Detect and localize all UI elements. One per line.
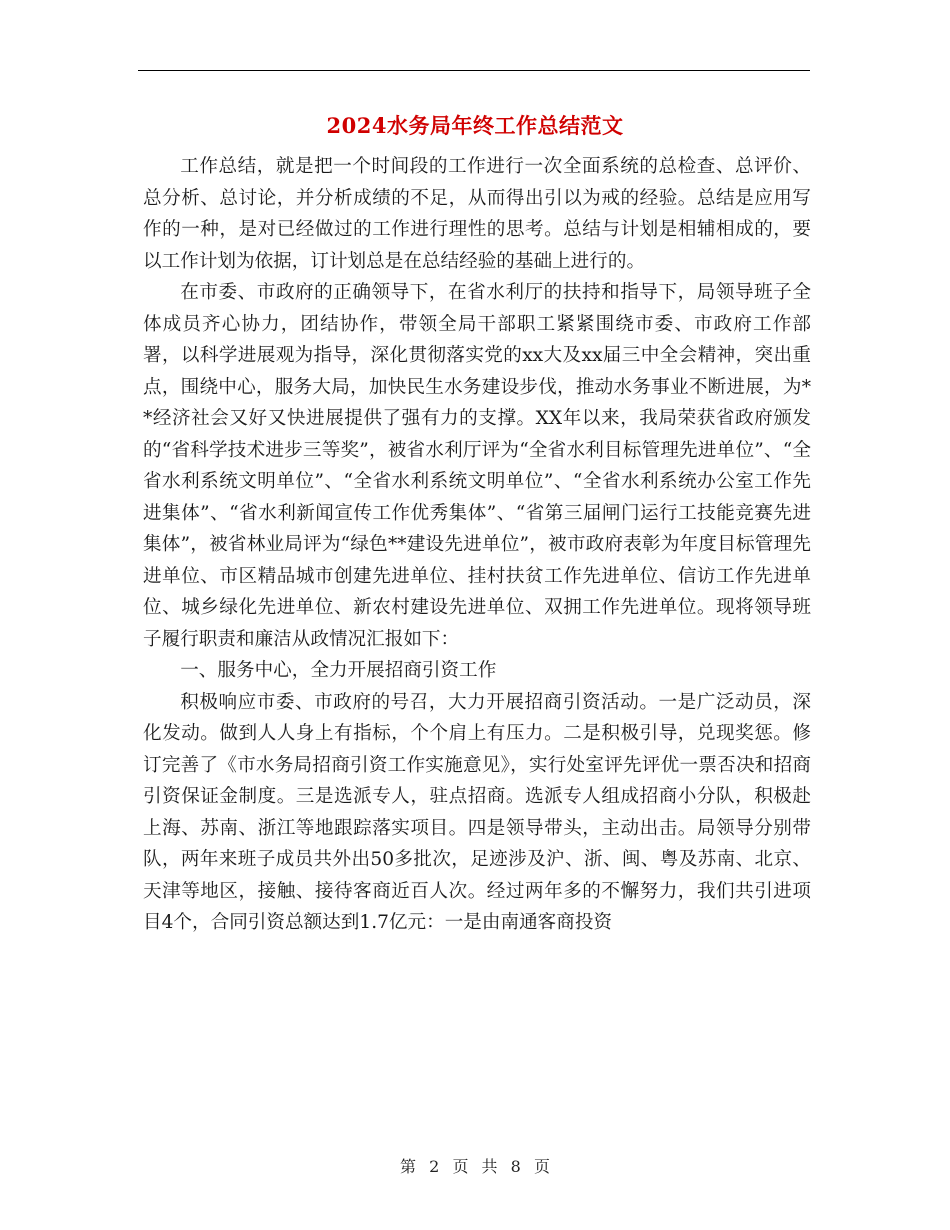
- footer-total-pages: 8: [510, 1157, 521, 1176]
- page-footer: [0, 1154, 950, 1177]
- footer-page-number: 2: [429, 1157, 440, 1176]
- footer-prefix: 第: [400, 1157, 417, 1176]
- footer-total-prefix: 共: [481, 1157, 498, 1176]
- footer-page-label: 页: [452, 1157, 469, 1176]
- section-heading-1: 一、服务中心，全力开展招商引资工作: [180, 660, 497, 681]
- paragraph-achievements: 在市委、市政府的正确领导下，在省水利厅的扶持和指导下，局领导班子全体成员齐心协力，团结协作，带领全局干部职工紧紧围绕市委、市政府工作部署，以科学进展观为指导，深化贯彻落实党的xx大及xx届三中全会精神，突出重点，围绕中心，服务大局，加快民生水务建设步伐，推动水务事业不断进展，为**经济社会又好又快进展提供了强有力的支撑。XX年以来，我局荣获省政府颁发的“省科学技术进步三等奖”，被省水利厅评为“全省水利目标管理先进单位”、“全省水利系统文明单位”、“全省水利系统文明单位”、“全省水利系统办公室工作先进集体”、“省水利新闻宣传工作优秀集体”、“省第三届闸门运行工技能竞赛先进集体”，被省林业局评为“绿色**建设先进单位”，被市政府表彰为年度目标管理先进单位、市区精品城市创建先进单位、挂村扶贫工作先进单位、信访工作先进单位、城乡绿化先进单位、新农村建设先进单位、双拥工作先进单位。现将领导班子履行职责和廉洁从政情况汇报如下：: [143, 282, 811, 650]
- document-body: [143, 151, 811, 939]
- paragraph-intro: 工作总结，就是把一个时间段的工作进行一次全面系统的总检查、总评价、总分析、总讨论，并分析成绩的不足，从而得出引以为戒的经验。总结是应用写作的一种，是对已经做过的工作进行理性的思考。总结与计划是相辅相成的，要以工作计划为依据，订计划总是在总结经验的基础上进行的。: [143, 156, 811, 272]
- footer-suffix: 页: [533, 1157, 550, 1176]
- page-title: 2024水务局年终工作总结范文: [326, 113, 624, 138]
- paragraph-investment: 积极响应市委、市政府的号召，大力开展招商引资活动。一是广泛动员，深化发动。做到人人身上有指标，个个肩上有压力。二是积极引导，兑现奖惩。修订完善了《市水务局招商引资工作实施意见》，实行处室评先评优一票否决和招商引资保证金制度。三是选派专人，驻点招商。选派专人组成招商小分队，积极赴上海、苏南、浙江等地跟踪落实项目。四是领导带头，主动出击。局领导分别带队，两年来班子成员共外出50多批次，足迹涉及沪、浙、闽、粤及苏南、北京、天津等地区，接触、接待客商近百人次。经过两年多的不懈努力，我们共引进项目4个，合同引资总额达到1.7亿元：一是由南通客商投资: [143, 691, 811, 933]
- header-rule: [138, 70, 810, 71]
